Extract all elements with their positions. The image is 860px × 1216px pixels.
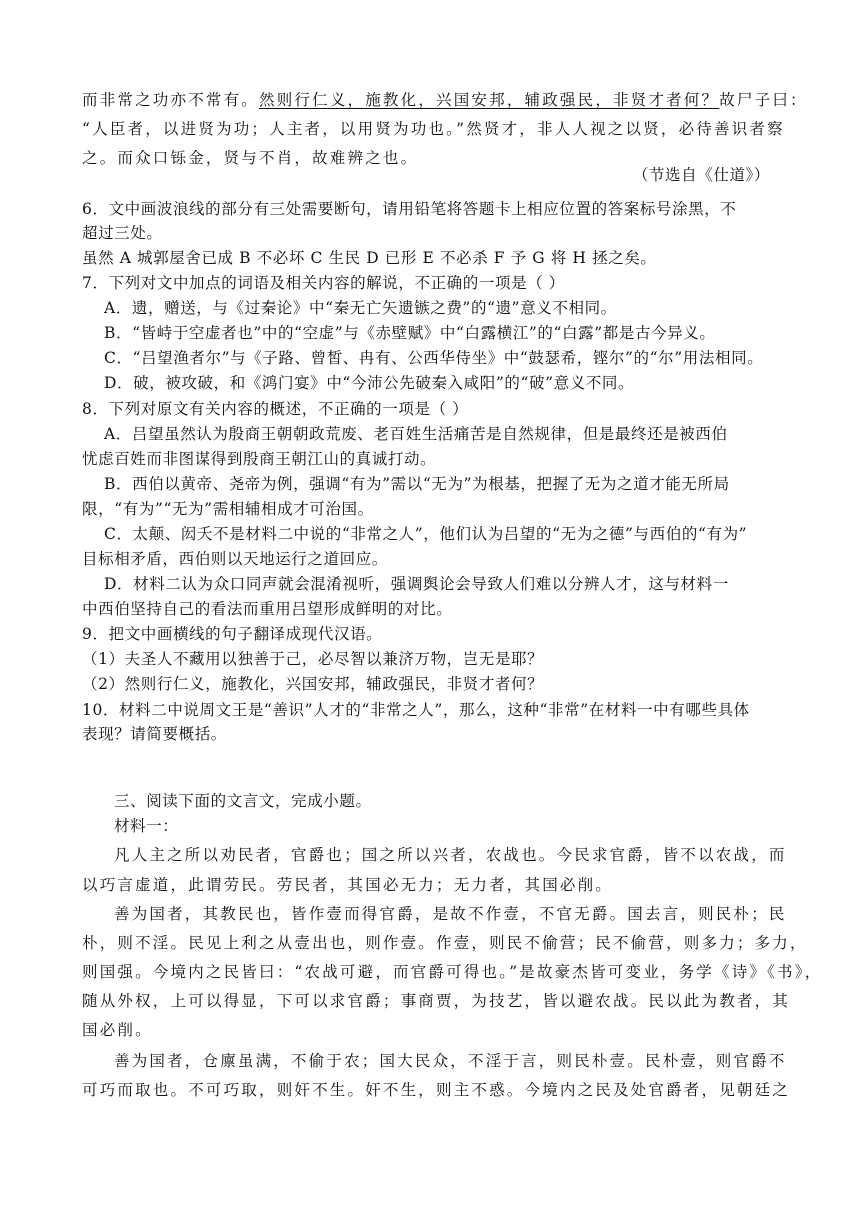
passage-text: 而非常之功亦不常有。 bbox=[82, 91, 260, 109]
question-9-sentence-2: （2）然则行仁义，施教化，兴国安邦，辅政强民，非贤才者何？ bbox=[82, 675, 544, 693]
underlined-sentence: 然则行仁义，施教化，兴国安邦，辅政强民，非贤才者何？ bbox=[259, 91, 720, 109]
question-7-option-d: D．破，被攻破，和《鸿门宴》中“今沛公先破秦入咸阳”的“破”意义不同。 bbox=[104, 374, 635, 392]
passage-line: 则国强。今境内之民皆曰：“农战可避，而官爵可得也。”是故豪杰皆可变业，务学《诗》《书》， bbox=[82, 963, 823, 981]
question-8-option-b: B．西伯以黄帝、尧帝为例，强调“有为”需以“无为”为根基，把握了无为之道才能无所局 bbox=[104, 475, 730, 493]
section-3-title: 三、阅读下面的文言文，完成小题。 bbox=[114, 792, 372, 810]
question-7-option-a: A．遗，赠送，与《过秦论》中“秦无亡矢遗镞之费”的“遗”意义不相同。 bbox=[104, 299, 617, 317]
passage-line: 国必削。 bbox=[82, 1021, 153, 1039]
passage-line: 可巧而取也。不可巧取，则奸不生。奸不生，则主不惑。今境内之民及处官爵者，见朝廷之 bbox=[82, 1081, 791, 1099]
source-citation: （节选自《仕道》） bbox=[632, 166, 770, 184]
question-8-option-a: A．吕望虽然认为殷商王朝朝政荒废、老百姓生活痛苦是自然规律，但是最终还是被西伯 bbox=[104, 425, 728, 443]
question-6-sentence: 虽然 A 城郭屋舍已成 B 不必坏 C 生民 D 已形 E 不必杀 F 予 G 将 H 拯之矣。 bbox=[82, 249, 657, 267]
passage-line: 朴，则不淫。民见上利之从壹出也，则作壹。作壹，则民不偷营；民不偷营，则多力；多力， bbox=[82, 934, 808, 952]
passage-line: 随从外权，上可以得显，下可以求官爵；事商贾，为技艺，皆以避农战。民以此为教者，其 bbox=[82, 992, 791, 1010]
question-7-option-b: B．“皆峙于空虚者也”中的“空虚”与《赤壁赋》中“白露横江”的“白露”都是古今异义。 bbox=[104, 324, 716, 342]
material-label: 材料一： bbox=[114, 817, 179, 835]
passage-text: 故尸子曰： bbox=[719, 91, 808, 109]
question-9-sentence-1: （1）夫圣人不藏用以独善于己，必尽智以兼济万物，岂无是耶？ bbox=[82, 650, 544, 668]
question-8-option-b-cont: 限，“有为”“无为”需相辅相成才可治国。 bbox=[82, 500, 374, 518]
passage-line: 以巧言虚道，此谓劳民。劳民者，其国必无力；无力者，其国必削。 bbox=[82, 876, 614, 894]
passage-line bbox=[82, 90, 808, 110]
passage-line: 善为国者，其教民也，皆作壹而得官爵，是故不作壹，不官无爵。国去言，则民朴；民 bbox=[114, 905, 787, 923]
question-8-option-d: D．材料二认为众口同声就会混淆视听，强调舆论会导致人们难以分辨人才，这与材料一 bbox=[104, 575, 729, 593]
question-10-stem: 10．材料二中说周文王是“善识”人才的“非常之人”，那么，这种“非常”在材料一中有哪些具体 bbox=[82, 701, 750, 719]
question-10-stem-cont: 表现？请简要概括。 bbox=[82, 725, 227, 743]
passage-line: 善为国者，仓廪虽满，不偷于农；国大民众，不淫于言，则民朴壹。民朴壹，则官爵不 bbox=[114, 1052, 787, 1070]
question-9-stem: 9．把文中画横线的句子翻译成现代汉语。 bbox=[82, 625, 383, 643]
question-8-option-c: C．太颠、闳夭不是材料二中说的“非常之人”，他们认为吕望的“无为之德”与西伯的“有为” bbox=[104, 525, 748, 543]
question-8-option-d-cont: 中西伯坚持自己的看法而重用吕望形成鲜明的对比。 bbox=[82, 600, 453, 618]
question-8-option-c-cont: 目标相矛盾，西伯则以天地运行之道回应。 bbox=[82, 550, 388, 568]
passage-line: 之。而众口铄金，贤与不肖，故难辨之也。 bbox=[82, 149, 419, 167]
passage-line: 凡人主之所以劝民者，官爵也；国之所以兴者，农战也。今民求官爵，皆不以农战，而 bbox=[114, 846, 787, 864]
question-6-stem-cont: 超过三处。 bbox=[82, 224, 163, 242]
question-8-option-a-cont: 忧虑百姓而非图谋得到殷商王朝江山的真诚打动。 bbox=[82, 450, 437, 468]
question-6-stem: 6．文中画波浪线的部分有三处需要断句，请用铅笔将答题卡上相应位置的答案标号涂黑，不 bbox=[82, 200, 737, 218]
question-7-stem: 7．下列对文中加点的词语及相关内容的解说，不正确的一项是（ ） bbox=[82, 274, 565, 292]
question-7-option-c: C．“吕望渔者尔”与《子路、曾皙、冉有、公西华侍坐》中“鼓瑟希，铿尔”的“尔”用法相同。 bbox=[104, 349, 764, 367]
question-8-stem: 8．下列对原文有关内容的概述，不正确的一项是（ ） bbox=[82, 400, 469, 418]
passage-line: “人臣者，以进贤为功；人主者，以用贤为功也。”然贤才，非人人视之以贤，必待善识者察 bbox=[82, 120, 785, 138]
